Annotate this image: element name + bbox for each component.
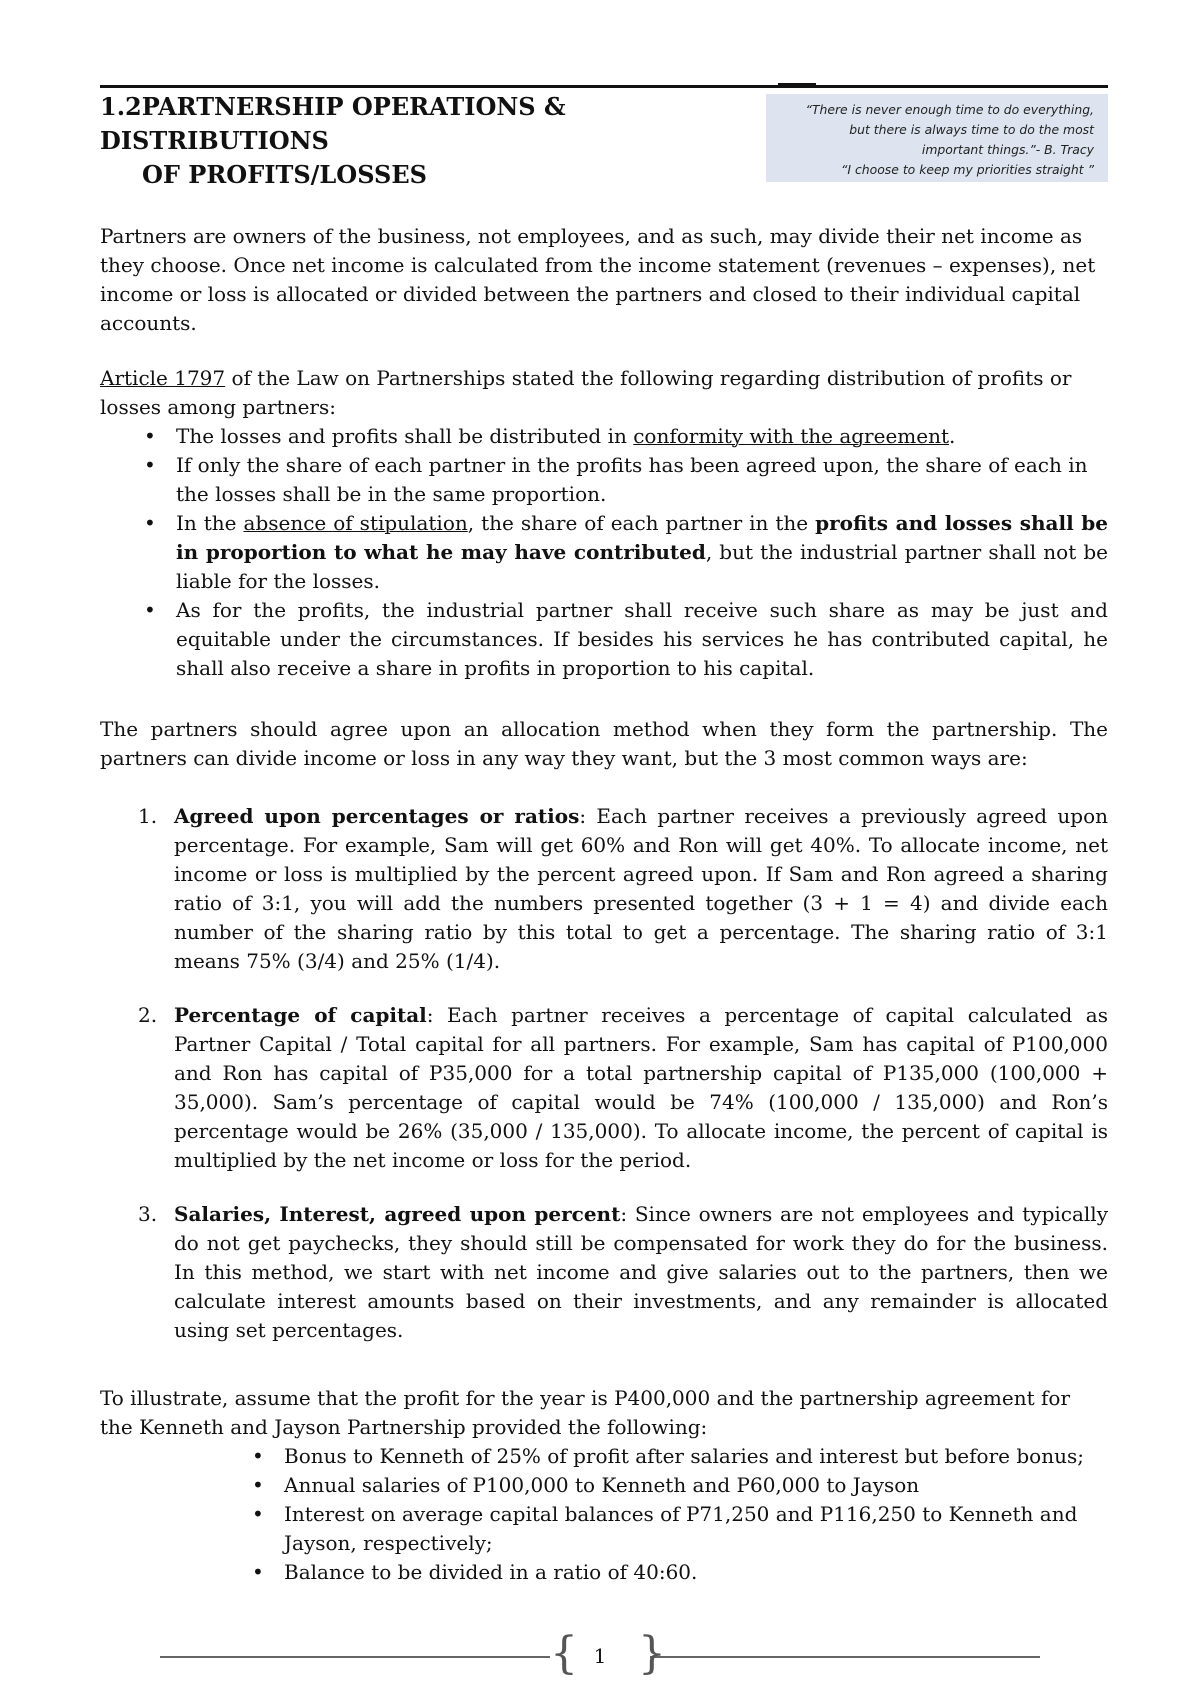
method-title: Percentage of capital: [174, 1003, 427, 1027]
bullet-emphasis: absence of stipulation: [243, 511, 468, 535]
left-brace-icon: {: [550, 1628, 578, 1679]
list-item: [144, 451, 1108, 509]
article-text: of the Law on Partnerships stated the following regarding distribution of profits or losses among partners:: [100, 366, 1072, 419]
bullet-bold: profits and losses shall be in proportion to what he may have contributed: [176, 511, 1109, 564]
bullet-text: Balance to be divided in a ratio of 40:60.: [284, 1560, 698, 1584]
method-item-3: [138, 1200, 1108, 1345]
list-item: [252, 1471, 1108, 1500]
list-number: 1.: [138, 804, 158, 828]
bullet-icon: •: [144, 453, 156, 477]
footer-rule-right: [650, 1656, 1040, 1658]
quote-box: [766, 94, 1108, 182]
illustration-bullet-list: [252, 1442, 1108, 1587]
header-rule: [100, 85, 1108, 88]
list-item: [138, 1200, 1108, 1345]
methods-intro: The partners should agree upon an allocation method when they form the partnership. The partners can divide income or loss in any way they want, but the 3 most common ways are:: [100, 717, 1108, 770]
list-item: [252, 1558, 1108, 1587]
bullet-text: .: [949, 424, 956, 448]
method-text: : Since owners are not employees and typically do not get paychecks, they should still be compensated for work they do for the business. In this method, we start with net income and give salaries out to the partners, then we calculate interest amounts based on their investments, and any remainder is allocated using set percentages.: [174, 1202, 1108, 1342]
list-item: [138, 1001, 1108, 1175]
method-text: : Each partner receives a percentage of capital calculated as Partner Capital / Total capital for all partners. For example, Sam has capital of P100,000 and Ron has capital of P35,000 for a total partnership capital of P135,000 (100,000 + 35,000). Sam’s percentage of capital would be 74% (100,000 / 135,000) and Ron’s percentage would be 26% (35,000 / 135,000). To allocate income, the percent of capital is multiplied by the net income or loss for the period.: [174, 1003, 1108, 1172]
method-title: Salaries, Interest, agreed upon percent: [174, 1202, 621, 1226]
bullet-icon: •: [252, 1444, 264, 1468]
list-item: [252, 1500, 1108, 1558]
title-line-1: 1.2PARTNERSHIP OPERATIONS & DISTRIBUTIONS: [100, 92, 566, 155]
quote-line: “There is never enough time to do everything,: [805, 102, 1094, 117]
intro-paragraph: Partners are owners of the business, not employees, and as such, may divide their net income as they choose. Once net income is calculated from the income statement (revenues – expenses), net income or loss is allocated or divided between the partners and closed to their individual capital accounts.: [100, 224, 1096, 335]
right-brace-icon: }: [638, 1628, 666, 1679]
list-item: [252, 1442, 1108, 1471]
illustration-paragraph: To illustrate, assume that the profit for the year is P400,000 and the partnership agreement for the Kenneth and Jayson Partnership provided the following:: [100, 1386, 1071, 1439]
method-title: Agreed upon percentages or ratios: [174, 804, 580, 828]
bullet-icon: •: [252, 1560, 264, 1584]
list-number: 3.: [138, 1202, 158, 1226]
bullet-icon: •: [252, 1502, 264, 1526]
bullet-text: In the: [176, 511, 244, 535]
list-item: [144, 422, 1108, 451]
bullet-text: As for the profits, the industrial partner shall receive such share as may be just and equitable under the circumstances. If besides his services he has contributed capital, he shall also receive a share in profits in proportion to his capital.: [176, 598, 1108, 680]
header-rule-accent: [778, 83, 816, 85]
page-number: 1: [593, 1644, 607, 1668]
bullet-text: The losses and profits shall be distributed in: [176, 424, 634, 448]
method-item-2: [138, 1001, 1108, 1175]
page-title: [100, 90, 760, 192]
bullet-text: If only the share of each partner in the profits has been agreed upon, the share of each in the losses shall be in the same proportion.: [176, 453, 1088, 506]
article-bullet-list: [144, 422, 1109, 683]
bullet-text: , but the industrial partner shall not be liable for the losses.: [176, 540, 1109, 593]
method-item-1: [138, 802, 1108, 976]
method-text: : Each partner receives a previously agreed upon percentage. For example, Sam will get 60% and Ron will get 40%. To allocate income, net income or loss is multiplied by the percent agreed upon. If Sam and Ron agreed a sharing ratio of 3:1, you will add the numbers presented together (3 + 1 = 4) and divide each number of the sharing ratio by this total to get a percentage. The sharing ratio of 3:1 means 75% (3/4) and 25% (1/4).: [174, 804, 1108, 973]
bullet-text: Annual salaries of P100,000 to Kenneth and P60,000 to Jayson: [284, 1473, 920, 1497]
article-paragraph: [100, 364, 1108, 422]
bullet-text: , the share of each partner in the: [467, 511, 816, 535]
quote-line: “I choose to keep my priorities straight ”: [840, 162, 1094, 177]
bullet-icon: •: [144, 598, 156, 622]
footer-rule-left: [160, 1656, 550, 1658]
list-item: [144, 596, 1108, 683]
bullet-icon: •: [144, 511, 156, 535]
article-ref: Article 1797: [100, 366, 226, 390]
list-item: [138, 802, 1108, 976]
quote-line: but there is always time to do the most: [849, 122, 1094, 137]
bullet-emphasis: conformity with the agreement: [633, 424, 949, 448]
bullet-text: Bonus to Kenneth of 25% of profit after salaries and interest but before bonus;: [284, 1444, 1084, 1468]
bullet-icon: •: [144, 424, 156, 448]
bullet-text: Interest on average capital balances of P71,250 and P116,250 to Kenneth and Jayson, respectively;: [284, 1502, 1078, 1555]
bullet-icon: •: [252, 1473, 264, 1497]
quote-line: important things.”- B. Tracy: [921, 142, 1094, 157]
title-line-2: OF PROFITS/LOSSES: [142, 160, 427, 189]
list-number: 2.: [138, 1003, 158, 1027]
list-item: [144, 509, 1109, 596]
